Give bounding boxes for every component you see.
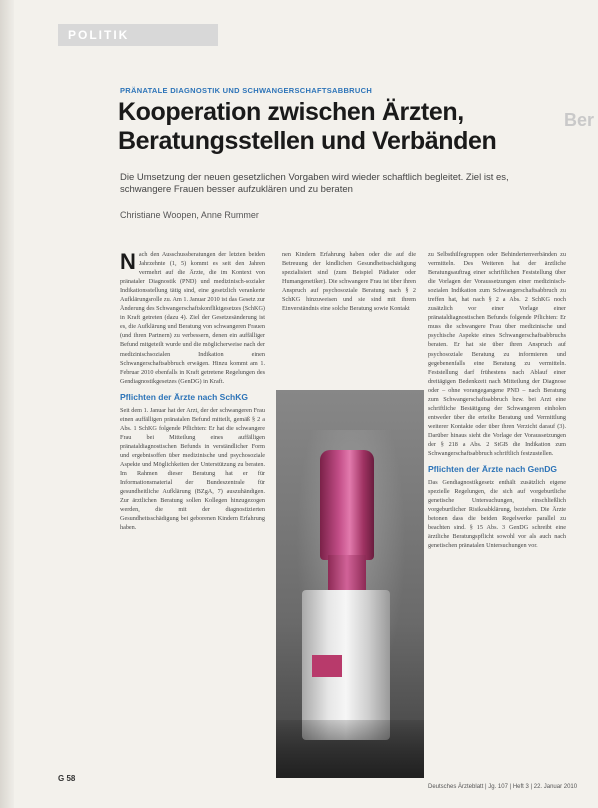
text-column-3 — [428, 250, 566, 784]
article-title: Kooperation zwischen Ärzten, Beratungsstellen und Verbänden — [118, 98, 497, 155]
vial-cap — [320, 450, 374, 560]
article-lead: Die Umsetzung der neuen gesetzlichen Vorgaben wird wieder schaftlich begleitet. Ziel ist es, schwangere Frauen besser aufzuklären und zu beraten — [120, 172, 509, 195]
paragraph: nen Kindern Erfahrung haben oder die auf die Betreuung der kindlichen Gesundheitsschädigung spezialisiert sind (zum Beispiel Pädiater oder Humangenetiker). Die schwangere Frau ist über ihren Anspruch auf psychosoziale Beratung nach § 2 SchKG hinzuweisen und sie sind mit ihrem Einverständnis eine solche Beratung sowie Kontakt — [282, 251, 416, 313]
article-photo — [276, 390, 424, 778]
drop-cap: N — [120, 250, 136, 274]
kicker: PRÄNATALE DIAGNOSTIK UND SCHWANGERSCHAFTSABBRUCH — [120, 86, 373, 95]
subheading: Pflichten der Ärzte nach GenDG — [428, 464, 557, 475]
paragraph: Seit dem 1. Januar hat der Arzt, der der schwangeren Frau einen auffälligen pränatalen Befund mitteilt, gemäß § 2 a Abs. 1 SchKG folgende Pflichten: Er hat die schwangere Frau bei Mitteilung eines auffälligen pränataldiagnostischen Befunds in verständlicher Form und ergebnisoffen über medizinische und psychosoziale Aspekte und Möglichkeiten der Unterstützung zu beraten. Im Rahmen dieser Beratung hat er für Informationsmaterial der Bundeszentrale für gesundheitliche Aufklärung (BZgA, 7) auszuhändigen. Zur ärztlichen Beratung sollen Kollegen hinzugezogen werden, die mit der diagnostizierten Gesundheitsschädigung bei geborenen Kindern Erfahrung haben. — [120, 406, 265, 532]
paragraph: ach den Ausschussberatungen der letzten beiden Jahrzehnte (1, 5) kommt es seit den Jahren vermehrt auf die Ärzte, die im Kontext von pränataler Diagnostik (PND) und medizinisch-sozialer Indikationsstellung tätig sind, eine gesetzlich verankerte Aufklärungsrolle zu. Am 1. Januar 2010 ist das Gesetz zur Änderung des Schwangerschaftskonfliktgesetzes (SchKG) in Kraft getreten (dazu 4). Ziel der Gesetzesänderung ist es, die Aufklärung und Beratung von schwangeren Frauen (und ihren Partnern) zu verbessern, denen ein auffälliger Befund mitgeteilt wurde und die möglicherweise nach der medizinischsozialen Indikation einen Schwangerschaftsabbruch erwägen. Hinzu kommt am 1. Februar 2010 ebenfalls in Kraft getretene Regelungen des Gendiagnostikgesetzes (GenDG) in Kraft. — [120, 251, 265, 385]
authors: Christiane Woopen, Anne Rummer — [120, 210, 259, 220]
section-tag: POLITIK — [58, 24, 218, 46]
vial-neck — [328, 555, 366, 595]
vial-label — [312, 655, 342, 677]
subheading: Pflichten der Ärzte nach SchKG — [120, 391, 248, 402]
page-binding-edge — [0, 0, 14, 808]
text-column-1 — [120, 250, 265, 784]
paragraph: Das Gendiagnostikgesetz enthält zusätzlich eigene spezielle Regelungen, die sich auf vorgeburtliche genetische Untersuchungen, einschließlich vorgeburtlicher Risikoabklärung, beziehen. Die Ärzte betonen dass die beiden Regelwerke parallel zu beachten sind. § 15 Abs. 3 GenDG schreibt eine ärztliche Beratungspflicht sowohl vor als auch nach genetischen pränatalen Untersuchungen vor. — [428, 479, 566, 550]
photo-shadow — [276, 720, 424, 778]
paragraph: zu Selbsthilfegruppen oder Behindertenverbänden zu vermitteln. Des Weiteren hat der ärztliche Beratungsauftrag einer schriftlichen Feststellung über die Vorlagen der Voraussetzungen einer medizinisch-sozialen Indikation zum Schwangerschaftsabbruch zu treffen hat, hat nach § 2 a Abs. 2 SchKG noch zusätzlich vor einer Vorlage einer pränataldiagnostischen Befunds folgende Pflichten: Er muss die schwangere Frau über medizinische und psychische Aspekte eines Schwangerschaftsabbruchs beraten. Er hat sie über ihren Anspruch auf psychosoziale Beratung zu informieren und gegebenenfalls eine Beratung zu vermitteln. Feststellung darf frühestens nach Ablauf einer dreitägigen Bedenkzeit nach Mitteilung der Diagnose oder – ohne vorangegangene PND – nach Beratung zum Schwangerschaftsabbruch bzw. bei Arzt eine schriftliche Bestätigung der Schwangeren einholen entweder über die erteilte Beratung und Vermittlung weiterer Kontakte oder über ihren Verzicht darauf (3). Darüber hinaus sieht die Vorlage der Voraussetzungen der § 218 a Abs. 2 StGB die Indikation zum Schwangerschaftsabbruch schriftlich festzustellen. — [428, 251, 566, 458]
page-footer: Deutsches Ärzteblatt | Jg. 107 | Heft 3 | 22. Januar 2010 — [428, 784, 578, 790]
page-number: G 58 — [58, 774, 76, 783]
adjacent-page-fragment: Ber — [564, 110, 595, 130]
text-column-2 — [282, 250, 416, 390]
